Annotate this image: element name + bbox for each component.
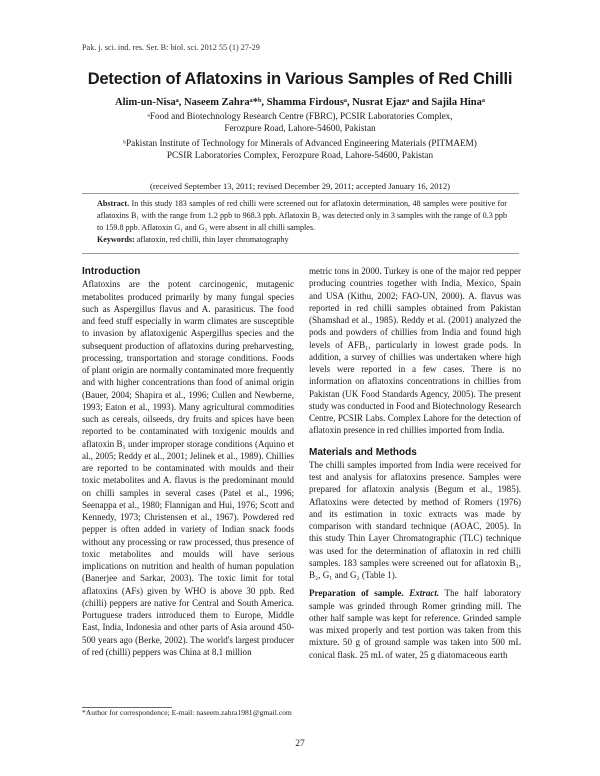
preparation-text: The half laboratory sample was grinded through Romer grinding mill. The other half sample was kept for reference. Grinded sample was mixed properly and test portion was taken from this mixture. 50 g of ground sample was taken into 500 mL conical flask. 25 mL of water, 25 g diatomaceous earth	[309, 588, 521, 660]
abstract-text: In this study 183 samples of red chilli were screened out for aflatoxin determination, 48 samples were positive for aflatoxins B₁ with the range from 1.2 ppb to 968.3 ppb. Aflatoxin B₂ was detected only in 3 samples with the range of 0.3 ppb to 159.8 ppb. Aflatoxin G₁ and G₂ were absent in all chilli samples.	[97, 199, 507, 232]
methods-text: The chilli samples imported from India were received for test and analysis for aflatoxins presence. Samples were prepared for aflatoxin analysis (Begum et al., 1985). Aflatoxins were detected by method of Romers (1976) and its estimation in toxic extracts was made by comparison with standard technique (AOAC, 2005). In this study Thin Layer Chromatographic (TLC) technique was used for the determination of aflatoxin in red chilli samples. 183 samples were screened out for aflatoxin B₁, B₂, G₁ and G₂ (Table 1).	[309, 459, 521, 580]
methods-heading: Materials and Methods	[309, 446, 417, 458]
received-dates: (received September 13, 2011; revised December 29, 2011; accepted January 16, 2012)	[149, 181, 451, 191]
affiliation-a-line2: Ferozpure Road, Lahore-54600, Pakistan	[224, 123, 376, 134]
affiliation-a	[0, 110, 600, 134]
right-column	[309, 265, 521, 661]
correspondence-footnote: *Author for correspondence; E-mail: naseem.zahra1981@gmail.com	[82, 708, 292, 717]
extract-label: Extract.	[409, 588, 440, 599]
page-number: 27	[295, 739, 305, 749]
intro-continued-text: metric tons in 2000. Turkey is one of the major red pepper producing countries together with India, Mexico, Spain and USA (Kithu, 2002; FAO-UN, 2000). A. flavus was reported in red chilli samples obtained from Pakistan (Shamshad et al., 1985). Reddy et al. (2001) analyzed the pods and powders of chillies from India and found high levels of AFB₁, particularly in lowest grade pods. In addition, a survey of chillies was undertaken where high levels were reported in a few cases. There is no information on aflatoxins concentrations in chillies from Pakistan (UK Food Standards Agency, 2005). The present study was conducted in Food and Biotechnology Research Centre, PCSIR Labs. Complex Lahore for the detection of aflatoxin presence in red chillies imported from India.	[309, 266, 521, 436]
preparation-paragraph	[309, 587, 521, 661]
affiliation-b-line1: ᵇPakistan Institute of Technology for Minerals of Advanced Engineering Materials (PITMAEM)	[123, 138, 477, 148]
intro-text: Aflatoxins are the potent carcinogenic, mutagenic metabolites produced primarily by many fungal species such as Aspergillus flavus and A. parasiticus. The food and feed stuff especially in warm climates are susceptible to invasion by aflatoxigenic Aspergillus species and the subsequent production of aflatoxins during preharvesting, processing, transportation and storage conditions. Foods of plant origin are normally contaminated more frequently and with higher concentrations than food of animal origin (Bauer, 2004; Shapira et al., 1996; Cullen and Newberne, 1993; Eaton et al., 1993). Many agricultural commodities such as cereals, oilseeds, dry fruits and spices have been reported to be contaminated with toxigenic moulds and aflatoxin B₁ under improper storage conditions (Aquino et al., 2005; Reddy et al., 2001; Jelinek et al., 1989). Chillies are reported to be contaminated with moulds and their toxic metabolites and A. flavus is the predominant mould on chilli samples in several cases (Patel et al., 1996; Seenappa et al., 1980; Flannigan and Hui, 1976; Scott and Kennedy, 1973; Christensen et al., 1967). Powdered red pepper is often added in variety of Indian snack foods without any processing or raw processed, thus presence of toxic metabolites and moulds will have serious implications on nutrition and health of human population (Banerjee and Sarkar, 2003). The toxic limit for total aflatoxins (AFs) given by WHO is above 30 ppb. Red (chilli) peppers are native for Central and South America. Portuguese traders introduced them to Europe, Middle East, India, Indonesia and other parts of Asia around 450-500 years ago (Berke, 2002). The world's largest producer of red (chilli) peppers was China at 8.1 million	[82, 279, 294, 657]
abstract	[97, 198, 507, 233]
keywords-label: Keywords:	[97, 235, 135, 244]
abstract-rule-top	[82, 193, 519, 194]
journal-reference: Pak. j. sci. ind. res. Ser. B: biol. sci. 2012 55 (1) 27-29	[82, 43, 260, 52]
intro-heading: Introduction	[82, 266, 141, 277]
left-column	[82, 266, 294, 658]
preparation-label: Preparation of sample.	[309, 588, 404, 599]
affiliation-b	[0, 137, 600, 161]
keywords	[97, 235, 507, 244]
abstract-rule-bottom	[82, 253, 519, 254]
affiliation-a-line1: ᵃFood and Biotechnology Research Centre (FBRC), PCSIR Laboratories Complex,	[147, 111, 453, 121]
affiliation-b-line2: PCSIR Laboratories Complex, Ferozpure Road, Lahore-54600, Pakistan	[166, 150, 434, 161]
author-list: Alim-un-Nisaᵃ, Naseem Zahraᵃ*ᵇ, Shamma Firdousᵃ, Nusrat Ejazᵃ and Sajila Hinaᵃ	[115, 97, 485, 108]
abstract-label: Abstract.	[97, 199, 130, 208]
paper-title: Detection of Aflatoxins in Various Samples of Red Chilli	[87, 70, 513, 88]
keywords-text: aflatoxin, red chilli, thin layer chromatography	[136, 235, 289, 244]
